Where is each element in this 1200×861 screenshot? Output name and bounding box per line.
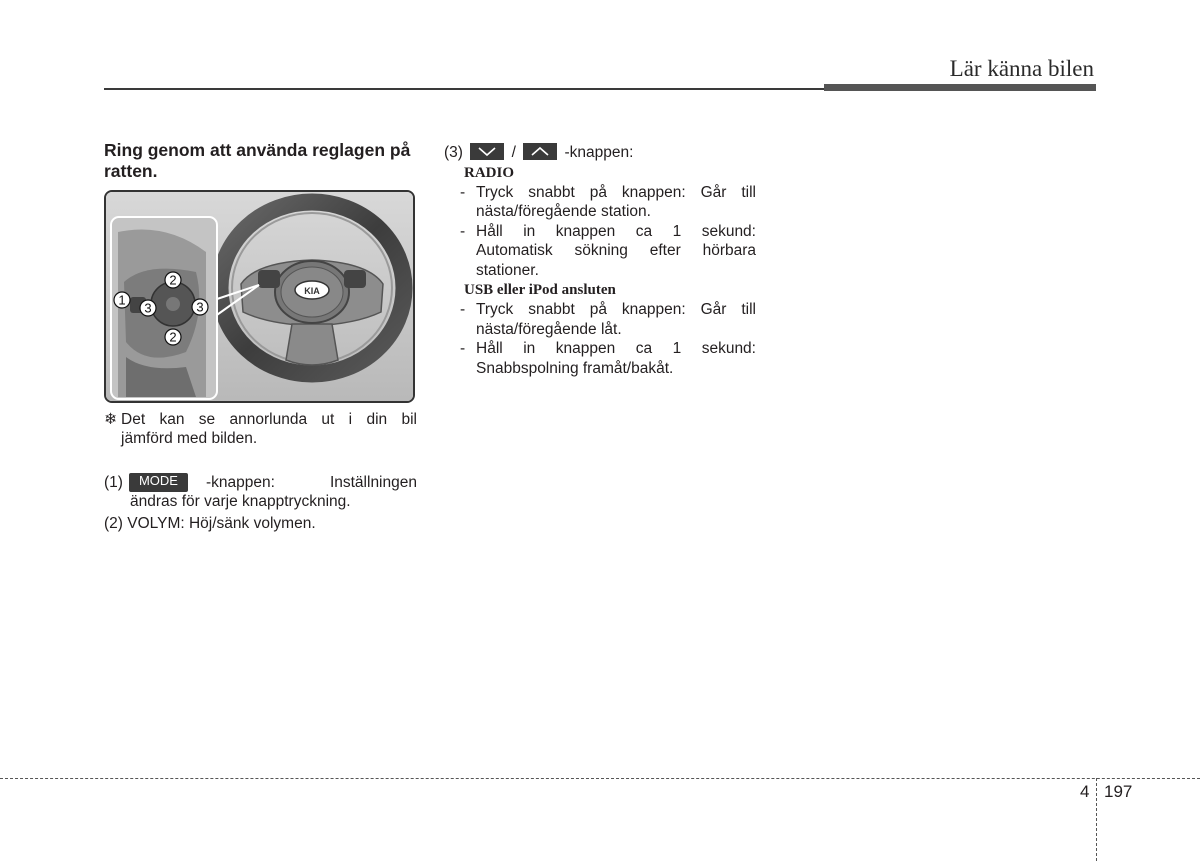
note-symbol-icon: ❄ xyxy=(104,411,117,428)
page-number: 197 xyxy=(1104,782,1133,801)
radio-bullet-2: - Håll in knappen ca 1 sekund: Automatisk sökning efter hörbara stationer. xyxy=(460,222,756,279)
note-line-2: jämförd med bilden. xyxy=(121,430,258,447)
footer-divider xyxy=(1096,778,1097,861)
callout-1: 1 xyxy=(118,292,126,308)
usb-bullet-2: - Håll in knappen ca 1 sekund: Snabbspolning framåt/bakåt. xyxy=(460,340,756,377)
figure-note xyxy=(104,410,417,448)
seek-section xyxy=(444,143,756,378)
radio-bullet-1: - Tryck snabbt på knappen: Går till nästa/föregående station. xyxy=(460,183,756,220)
radio-bullet-2-line-c: stationer. xyxy=(476,261,539,279)
header-rule-accent xyxy=(824,84,1096,91)
item-volume-number: (2) xyxy=(104,515,123,532)
callout-3-left: 3 xyxy=(144,300,152,316)
note-line-1: Det kan se annorlunda ut i din bil xyxy=(121,411,417,428)
usb-heading: USB eller iPod ansluten xyxy=(464,282,616,298)
usb-bullet-1-line-a: Tryck snabbt på knappen: Går till xyxy=(476,301,756,318)
item-volume xyxy=(104,514,417,533)
callout-3-right: 3 xyxy=(196,299,204,315)
header-title: Lär känna bilen xyxy=(949,56,1094,81)
callout-2-bottom: 2 xyxy=(169,329,177,345)
item-mode-number: (1) xyxy=(104,474,123,491)
radio-heading: RADIO xyxy=(464,164,515,181)
seek-intro xyxy=(444,143,756,163)
section-heading: Ring genom att använda reglagen på ratten. xyxy=(104,140,411,181)
item-volume-text: VOLYM: Höj/sänk volymen. xyxy=(127,515,316,532)
callout-2-top: 2 xyxy=(169,272,177,288)
usb-bullet-2-line-a: Håll in knappen ca 1 sekund: xyxy=(476,340,756,357)
header-rule xyxy=(104,88,824,90)
kia-logo-text: KIA xyxy=(304,286,320,296)
usb-bullet-1: - Tryck snabbt på knappen: Går till nästa/föregående låt. xyxy=(460,301,756,338)
chevron-up-icon xyxy=(523,143,557,160)
item-mode xyxy=(104,473,417,511)
seek-intro-number: (3) xyxy=(444,144,463,161)
item-mode-text-b: ändras för varje knapptryckning. xyxy=(130,493,351,510)
usb-bullet-1-line-b: nästa/föregående låt. xyxy=(476,320,622,338)
steering-wheel-figure xyxy=(104,190,415,403)
seek-separator: / xyxy=(511,144,516,161)
seek-intro-suffix: -knappen: xyxy=(564,144,634,161)
footer-rule xyxy=(0,778,1200,779)
chapter-number: 4 xyxy=(1080,782,1090,801)
radio-bullet-2-line-b: Automatisk sökning efter hörbara xyxy=(476,242,756,259)
radio-bullet-2-line-a: Håll in knappen ca 1 sekund: xyxy=(476,222,756,240)
item-mode-text-a: -knappen: Inställningen xyxy=(205,474,417,491)
usb-bullet-2-line-b: Snabbspolning framåt/bakåt. xyxy=(476,359,674,377)
radio-bullet-1-line-b: nästa/föregående station. xyxy=(476,203,651,220)
mode-badge: MODE xyxy=(129,473,188,492)
chevron-down-icon xyxy=(470,143,504,160)
radio-bullet-1-line-a: Tryck snabbt på knappen: Går till xyxy=(476,183,756,201)
